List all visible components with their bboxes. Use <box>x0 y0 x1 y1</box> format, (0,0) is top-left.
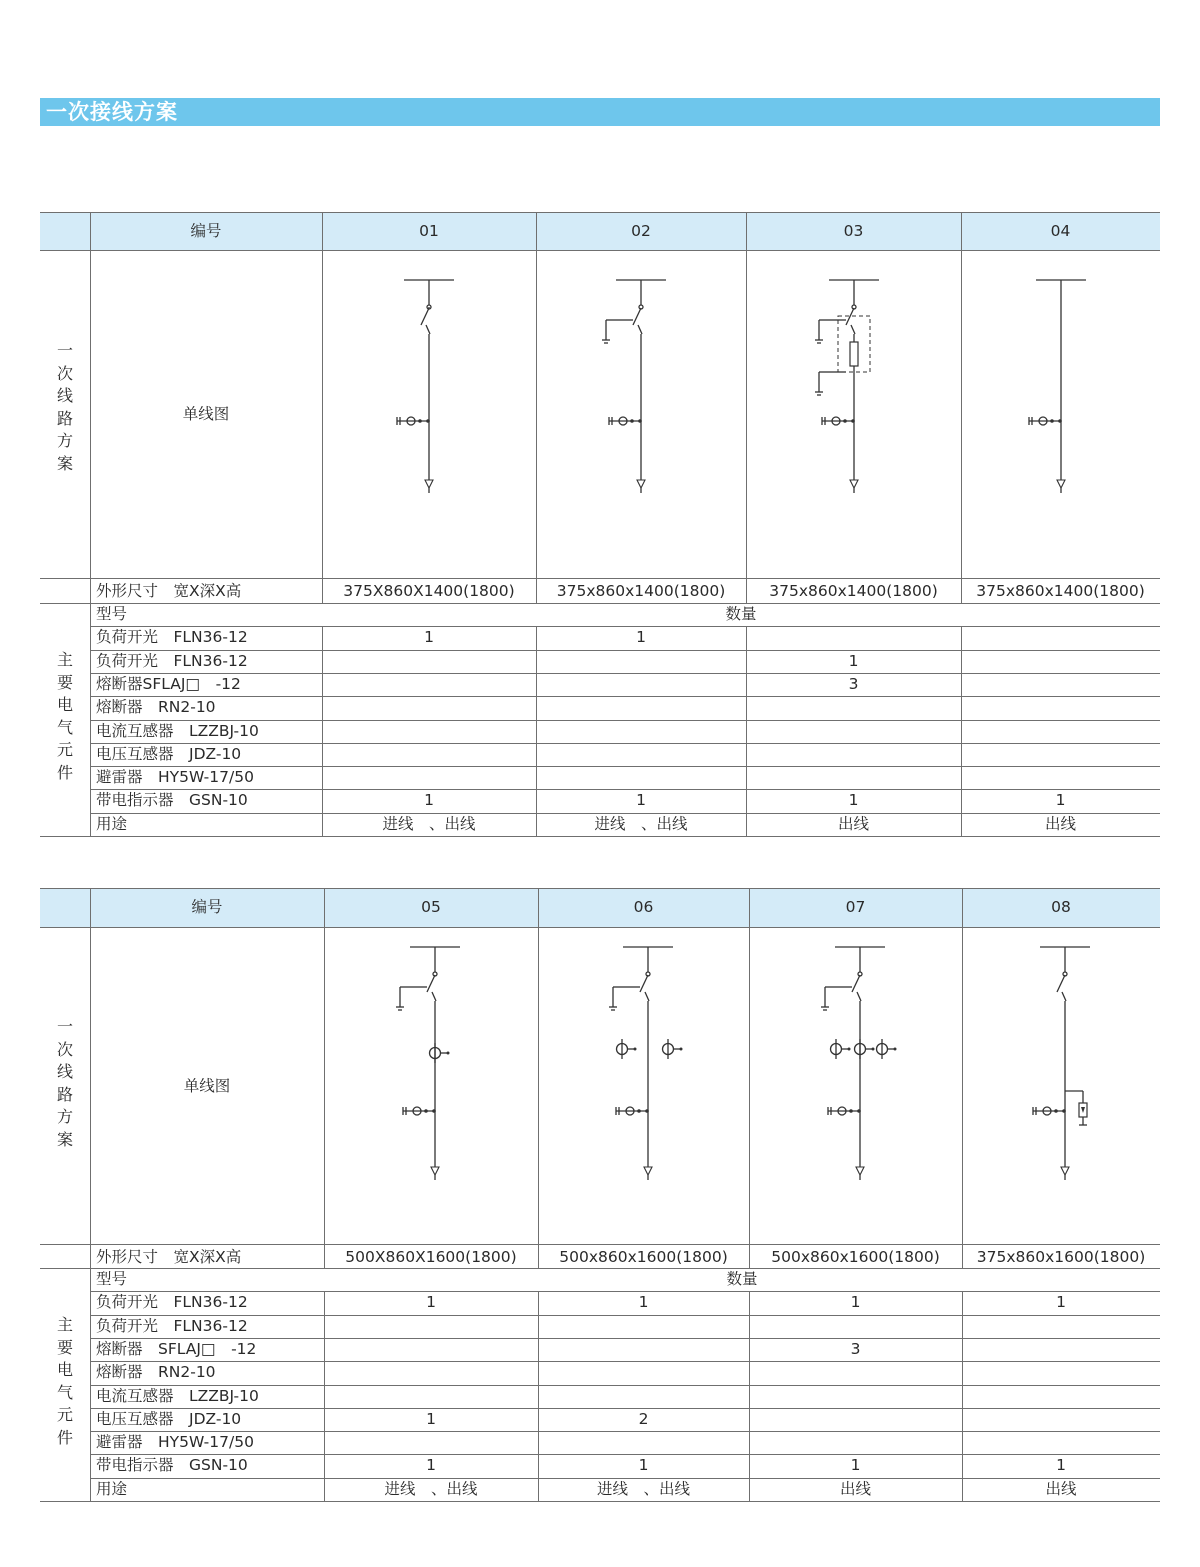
interlock-frame <box>838 316 870 372</box>
indicator-contact <box>1058 419 1062 423</box>
indicator-contact <box>418 419 422 423</box>
row-label-dimensions: 外形尺寸 宽X深X高 <box>96 582 242 600</box>
table-rule <box>40 927 1160 928</box>
dimensions-value: 500x860x1600(1800) <box>559 1248 728 1266</box>
component-quantity: 1 <box>426 1456 436 1475</box>
component-quantity: 1 <box>424 628 434 647</box>
component-name: 熔断器 RN2-10 <box>96 1363 216 1382</box>
scheme-number-7: 07 <box>845 898 866 916</box>
column-rule <box>961 626 962 836</box>
scheme-table-1 <box>40 212 1160 836</box>
indicator-contact <box>857 1109 861 1113</box>
column-rule <box>746 212 747 603</box>
column-rule <box>324 1291 325 1501</box>
dimensions-value: 500X860X1600(1800) <box>345 1248 517 1266</box>
group-label-char: 要 <box>56 1337 73 1357</box>
group-label-char: 元 <box>56 1405 73 1424</box>
column-rule <box>961 212 962 603</box>
column-rule <box>90 888 91 1501</box>
component-quantity: 3 <box>848 674 859 693</box>
usage-value: 出线 <box>839 1479 871 1498</box>
scheme-number-3: 03 <box>843 222 864 240</box>
row-label-model: 型号 <box>96 605 128 623</box>
scheme-number-4: 04 <box>1050 222 1071 240</box>
group-label-main-components <box>55 1314 75 1449</box>
vt-terminal <box>634 1048 637 1051</box>
column-rule <box>749 888 750 1268</box>
table-rule <box>90 789 1160 790</box>
scheme-number-5: 05 <box>421 898 441 916</box>
indicator-contact <box>638 419 642 423</box>
group-label-char: 次 <box>56 1039 73 1059</box>
cable-termination <box>425 480 433 488</box>
component-name: 熔断器 SFLAJ□ -12 <box>96 1339 257 1358</box>
component-name: 熔断器SFLAJ□ -12 <box>96 674 241 693</box>
component-quantity: 1 <box>426 1409 436 1428</box>
group-label-char: 路 <box>56 408 73 428</box>
component-name: 带电指示器 GSN-10 <box>96 791 248 810</box>
group-label-char: 件 <box>56 762 73 782</box>
column-rule <box>749 1291 750 1501</box>
row-label-diagram: 单线图 <box>182 405 230 423</box>
scheme-number-6: 06 <box>633 898 654 916</box>
group-label-char: 主 <box>56 650 73 669</box>
column-rule <box>538 888 539 1268</box>
group-label-main-components <box>55 649 75 784</box>
group-label-char: 电 <box>56 695 73 714</box>
component-quantity: 3 <box>850 1339 861 1358</box>
table-rule <box>90 626 1160 627</box>
component-name: 带电指示器 GSN-10 <box>96 1456 248 1475</box>
row-label-diagram: 单线图 <box>183 1077 231 1095</box>
table-rule <box>40 1244 1160 1245</box>
column-rule <box>324 888 325 1268</box>
indicator-contact <box>1054 1109 1058 1113</box>
table-rule <box>90 1431 1160 1432</box>
arrester-single-line-icon <box>962 927 1160 1244</box>
cable-termination <box>637 480 645 488</box>
table-rule <box>90 696 1160 697</box>
table-rule <box>90 1385 1160 1386</box>
load-switch-contact <box>432 992 436 1001</box>
table-rule <box>40 578 1160 579</box>
cable-termination <box>850 480 858 488</box>
table-rule <box>90 1454 1160 1455</box>
component-quantity: 1 <box>1056 1293 1066 1312</box>
load-switch-contact <box>857 992 861 1001</box>
group-label-char: 路 <box>56 1084 73 1104</box>
scheme-number-8: 08 <box>1051 898 1071 916</box>
group-label-char: 案 <box>56 453 73 473</box>
group-label-char: 件 <box>56 1427 73 1447</box>
load-switch-blade <box>1057 975 1065 992</box>
component-quantity: 1 <box>850 1293 861 1312</box>
load-switch-contact <box>851 325 855 334</box>
component-name: 避雷器 HY5W-17/50 <box>96 1433 254 1452</box>
load-switch-blade <box>852 975 860 992</box>
section-title: 一次接线方案 <box>46 100 178 124</box>
indicator-contact <box>645 1109 649 1113</box>
load-switch-blade <box>640 975 648 992</box>
column-rule <box>746 626 747 836</box>
arrester-arrow <box>1081 1107 1085 1113</box>
indicator-contact <box>851 419 855 423</box>
quantity-header: 数量 <box>726 1270 758 1288</box>
column-header-number: 编号 <box>190 222 222 240</box>
table-bottom-rule <box>40 836 1160 837</box>
group-label-primary-scheme <box>55 340 75 475</box>
indicator-contact <box>1050 419 1054 423</box>
column-rule <box>962 1291 963 1501</box>
component-name: 电流互感器 LZZBJ-10 <box>96 1386 259 1405</box>
component-quantity: 1 <box>636 628 646 647</box>
cable-termination <box>431 1167 439 1175</box>
indicator-contact <box>849 1109 853 1113</box>
load-switch-earthing-single-line-icon <box>536 250 746 578</box>
direct-cable-single-line-icon <box>961 250 1160 578</box>
fuse-combination-single-line-icon <box>746 250 961 578</box>
group-label-char: 气 <box>56 717 73 737</box>
component-quantity: 1 <box>848 791 859 810</box>
load-switch-blade <box>427 975 435 992</box>
cable-termination <box>1057 480 1065 488</box>
usage-value: 进线 、出线 <box>596 1479 690 1498</box>
usage-value: 进线 、出线 <box>382 814 476 833</box>
component-quantity: 1 <box>426 1293 436 1312</box>
indicator-contact <box>424 1109 428 1113</box>
group-label-char: 方 <box>56 431 73 450</box>
group-label-char: 要 <box>56 672 73 692</box>
table-rule <box>90 743 1160 744</box>
row-label-dimensions: 外形尺寸 宽X深X高 <box>96 1248 242 1266</box>
table-rule <box>90 1315 1160 1316</box>
indicator-contact <box>630 419 634 423</box>
component-quantity: 1 <box>1056 1456 1066 1475</box>
component-quantity: 1 <box>638 1293 649 1312</box>
dimensions-value: 375x860x1400(1800) <box>556 582 726 600</box>
usage-value: 进线 、出线 <box>384 1479 478 1498</box>
component-quantity: 1 <box>1055 791 1066 810</box>
component-name: 避雷器 HY5W-17/50 <box>96 768 254 787</box>
cable-termination <box>1061 1167 1069 1175</box>
column-rule <box>536 212 537 603</box>
table-rule <box>90 1408 1160 1409</box>
vt-terminal <box>894 1048 897 1051</box>
indicator-contact <box>843 419 847 423</box>
row-label-usage: 用途 <box>96 814 128 833</box>
vt-terminal <box>848 1048 851 1051</box>
table-rule <box>40 250 1160 251</box>
component-quantity: 1 <box>850 1456 861 1475</box>
table-bottom-rule <box>40 1501 1160 1502</box>
usage-value: 进线 、出线 <box>594 814 688 833</box>
component-name: 熔断器 RN2-10 <box>96 698 216 717</box>
group-label-char: 案 <box>56 1129 73 1149</box>
vt-terminal <box>872 1048 875 1051</box>
indicator-contact <box>637 1109 641 1113</box>
dimensions-value: 375x860x1600(1800) <box>976 1248 1146 1266</box>
table-rule <box>40 603 1160 604</box>
usage-value: 出线 <box>1044 814 1076 833</box>
component-quantity: 2 <box>638 1409 649 1428</box>
table-rule <box>90 766 1160 767</box>
load-switch-contact <box>645 992 649 1001</box>
component-name: 电压互感器 JDZ-10 <box>96 744 242 763</box>
component-name: 负荷开光 FLN36-12 <box>96 1293 248 1312</box>
table-top-rule <box>40 888 1160 889</box>
group-label-char: 线 <box>56 1062 73 1081</box>
component-name: 负荷开光 FLN36-12 <box>96 651 248 670</box>
group-label-char: 元 <box>56 740 73 759</box>
column-rule <box>538 1291 539 1501</box>
column-rule <box>536 626 537 836</box>
column-rule <box>90 212 91 836</box>
table-rule <box>90 1478 1160 1479</box>
row-label-model: 型号 <box>96 1270 128 1288</box>
indicator-contact <box>432 1109 436 1113</box>
group-label-char: 一 <box>56 341 73 360</box>
component-quantity: 1 <box>636 791 646 810</box>
component-quantity: 1 <box>424 791 434 810</box>
component-name: 电压互感器 JDZ-10 <box>96 1409 242 1428</box>
table-rule <box>90 813 1160 814</box>
group-label-char: 气 <box>56 1382 73 1402</box>
row-label-usage: 用途 <box>96 1479 128 1498</box>
table-rule <box>90 1361 1160 1362</box>
group-label-primary-scheme <box>55 1016 75 1151</box>
group-label-char: 一 <box>56 1017 73 1036</box>
section-title-banner <box>40 98 1160 126</box>
load-switch-blade <box>633 308 641 325</box>
triple-voltage-transformer-single-line-icon <box>749 927 962 1244</box>
scheme-table-2 <box>40 888 1160 1502</box>
indicator-contact <box>1062 1109 1066 1113</box>
component-name: 负荷开光 FLN36-12 <box>96 1316 248 1335</box>
component-name: 电流互感器 LZZBJ-10 <box>96 721 259 740</box>
table-rule <box>90 650 1160 651</box>
voltage-transformer-single-line-icon <box>324 927 538 1244</box>
table-rule <box>90 1291 1160 1292</box>
usage-value: 出线 <box>837 814 869 833</box>
dual-voltage-transformer-single-line-icon <box>538 927 749 1244</box>
dimensions-value: 500x860x1600(1800) <box>771 1248 940 1266</box>
group-label-char: 线 <box>56 386 73 405</box>
column-rule <box>962 888 963 1268</box>
load-switch-contact <box>638 325 642 334</box>
cable-termination <box>644 1167 652 1175</box>
load-switch-blade <box>421 308 429 325</box>
table-top-rule <box>40 212 1160 213</box>
table-rule <box>90 1338 1160 1339</box>
group-label-char: 电 <box>56 1360 73 1379</box>
column-rule <box>322 626 323 836</box>
column-header-number: 编号 <box>191 898 223 916</box>
usage-value: 出线 <box>1045 1479 1077 1498</box>
table-rule <box>90 720 1160 721</box>
indicator-contact <box>426 419 430 423</box>
group-label-char: 主 <box>56 1315 73 1334</box>
load-switch-single-line-icon <box>322 250 536 578</box>
group-label-char: 方 <box>56 1107 73 1126</box>
table-rule <box>90 673 1160 674</box>
quantity-header: 数量 <box>725 605 757 623</box>
table-rule <box>40 1268 1160 1269</box>
component-name: 负荷开光 FLN36-12 <box>96 628 248 647</box>
cable-termination <box>856 1167 864 1175</box>
component-quantity: 1 <box>638 1456 649 1475</box>
load-switch-contact <box>426 325 430 334</box>
scheme-number-1: 01 <box>419 222 439 240</box>
column-rule <box>322 212 323 603</box>
group-label-char: 次 <box>56 363 73 383</box>
dimensions-value: 375x860x1400(1800) <box>769 582 938 600</box>
scheme-number-2: 02 <box>631 222 651 240</box>
component-quantity: 1 <box>848 651 859 670</box>
load-switch-contact <box>1062 992 1066 1001</box>
fuse-element <box>850 342 858 366</box>
dimensions-value: 375x860x1400(1800) <box>976 582 1145 600</box>
vt-terminal <box>447 1052 450 1055</box>
vt-terminal <box>680 1048 683 1051</box>
dimensions-value: 375X860X1400(1800) <box>343 582 515 600</box>
